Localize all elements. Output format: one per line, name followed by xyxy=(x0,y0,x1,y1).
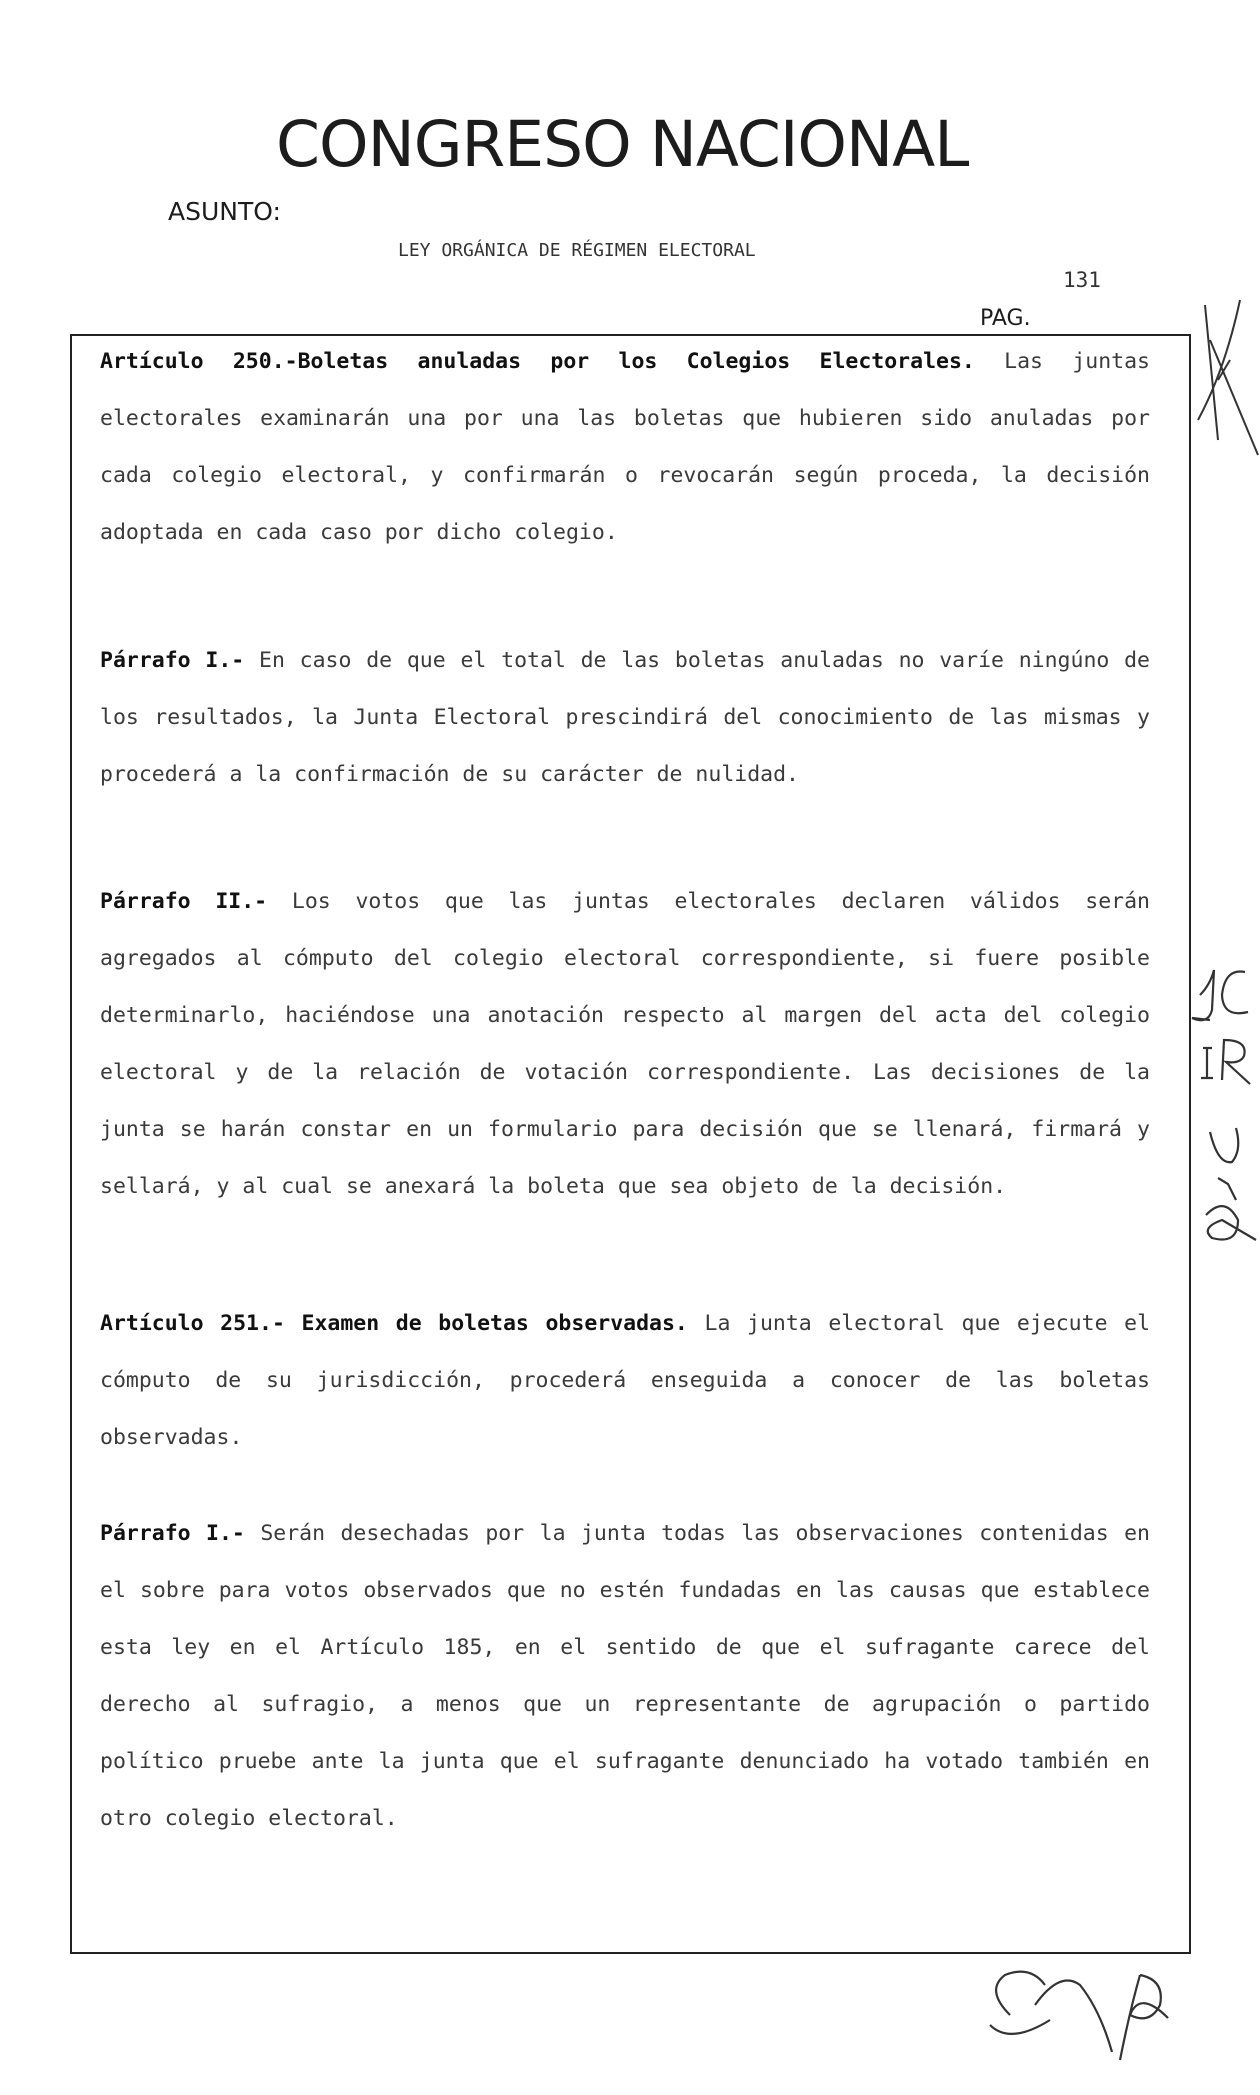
article-250-text: Las juntas electorales examinarán una por una las boletas que hubieren sido anuladas por cada colegio electoral, y confirmarán o revocarán según proceda, la decisión adoptada en cada caso por dicho colegio. xyxy=(100,349,1150,545)
article-250-paragraph-2-text: Los votos que las juntas electorales declaren válidos serán agregados al cómputo del colegio electoral correspondiente, si fuere posible determinarlo, haciéndose una anotación respecto al margen del acta del colegio electoral y de la relación de votación correspondiente. Las decisiones de la junta se harán constar en un formulario para decisión que se llenará, firmará y sellará, y al cual se anexará la boleta que sea objeto de la decisión. xyxy=(100,889,1150,1199)
page-number: 131 xyxy=(1063,268,1101,292)
article-251-paragraph-1-heading: Párrafo I.- xyxy=(100,1521,245,1546)
article-250-paragraph-1-text: En caso de que el total de las boletas anuladas no varíe ningúno de los resultados, la Junta Electoral prescindirá del conocimiento de las mismas y procederá a la confirmación de su carácter de nulidad. xyxy=(100,648,1150,787)
article-250-heading: Artículo 250.-Boletas anuladas por los Colegios Electorales. xyxy=(100,349,975,374)
article-251-text: La junta electoral que ejecute el cómputo de su jurisdicción, procederá enseguida a conocer de las boletas observadas. xyxy=(100,1311,1151,1450)
bottom-signature xyxy=(990,1972,1168,2060)
article-251-paragraph-1-text: Serán desechadas por la junta todas las observaciones contenidas en el sobre para votos observados que no estén fundadas en las causas que establece esta ley en el Artículo 185, en el sentido de que el sufragante carece del derecho al sufragio, a menos que un representante de agrupación o partido político pruebe ante la junta que el sufragante denunciado ha votado también en otro colegio electoral. xyxy=(100,1521,1150,1831)
article-251-heading: Artículo 251.- Examen de boletas observadas. xyxy=(100,1311,688,1336)
margin-initials-signature xyxy=(1192,970,1256,1240)
law-title: LEY ORGÁNICA DE RÉGIMEN ELECTORAL xyxy=(398,240,756,261)
top-right-x-mark xyxy=(1198,300,1258,455)
article-250-paragraph-1-heading: Párrafo I.- xyxy=(100,648,245,673)
asunto-label: ASUNTO: xyxy=(168,197,281,226)
page-label: PAG. xyxy=(980,306,1031,331)
header-title: CONGRESO NACIONAL xyxy=(276,108,969,181)
article-250-paragraph-2-heading: Párrafo II.- xyxy=(100,889,268,914)
